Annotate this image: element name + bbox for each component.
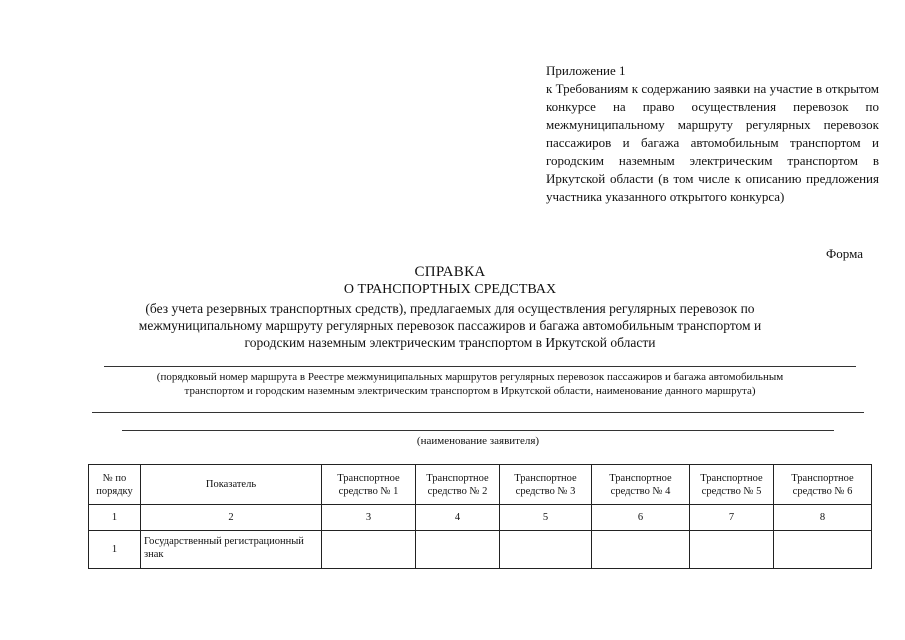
document-description-line-2: межмуниципальному маршруту регулярных перевозок пассажиров и багажа автомобильным транспортом и (138, 318, 762, 333)
route-fill-line-2[interactable] (92, 412, 864, 413)
applicant-caption: (наименование заявителя) (416, 435, 540, 447)
document-subtitle: О ТРАНСПОРТНЫХ СРЕДСТВАХ (343, 282, 557, 297)
column-number-cell: 6 (592, 505, 690, 531)
column-number-cell: 7 (690, 505, 774, 531)
route-caption-line-1: (порядковый номер маршрута в Реестре межмуниципальных маршрутов регулярных перевозок пассажиров и багажа автомобильным (156, 371, 784, 383)
header-cell: Транспортное средство № 4 (592, 465, 690, 505)
document-description-line-1: (без учета резервных транспортных средств), предлагаемых для осуществления регулярных перевозок по (145, 301, 755, 316)
vehicle-6-value-cell[interactable] (774, 531, 872, 569)
header-cell: № по порядку (89, 465, 141, 505)
table-number-row (89, 505, 872, 531)
header-cell: Показатель (141, 465, 322, 505)
row-number-cell: 1 (89, 531, 141, 569)
indicator-cell: Государственный регистрационный знак (141, 531, 322, 569)
table-header-row (89, 465, 872, 505)
document-title-block (80, 264, 820, 351)
vehicles-table (88, 464, 872, 569)
column-number-cell: 4 (416, 505, 500, 531)
header-cell: Транспортное средство № 6 (774, 465, 872, 505)
column-number-cell: 3 (322, 505, 416, 531)
document-title: СПРАВКА (414, 264, 486, 280)
column-number-cell: 2 (141, 505, 322, 531)
column-number-cell: 8 (774, 505, 872, 531)
applicant-fill-line[interactable] (122, 430, 834, 431)
vehicle-4-value-cell[interactable] (592, 531, 690, 569)
table-row (89, 531, 872, 569)
vehicle-1-value-cell[interactable] (322, 531, 416, 569)
header-cell: Транспортное средство № 5 (690, 465, 774, 505)
route-fill-line[interactable] (104, 366, 856, 367)
vehicle-5-value-cell[interactable] (690, 531, 774, 569)
vehicle-3-value-cell[interactable] (500, 531, 592, 569)
column-number-cell: 1 (89, 505, 141, 531)
column-number-cell: 5 (500, 505, 592, 531)
route-caption (60, 370, 880, 398)
header-cell: Транспортное средство № 3 (500, 465, 592, 505)
appendix-block (546, 62, 879, 206)
appendix-title: Приложение 1 (546, 63, 626, 78)
route-caption-line-2: транспортом и городским наземным электрическим транспортом в Иркутской области, наименование данного маршрута) (184, 385, 756, 397)
appendix-description: к Требованиям к содержанию заявки на участие в открытом конкурсе на право осуществления перевозок по межмуниципальному маршруту регулярных перевозок пассажиров и багажа автомобильным транспортом и городским наземным электрическим транспортом в Иркутской области (в том числе к описанию предложения участника указанного открытого конкурса) (546, 81, 879, 204)
document-description-line-3: городским наземным электрическим транспортом в Иркутской области (244, 335, 656, 350)
header-cell: Транспортное средство № 2 (416, 465, 500, 505)
form-label: Форма (826, 246, 863, 261)
vehicle-2-value-cell[interactable] (416, 531, 500, 569)
header-cell: Транспортное средство № 1 (322, 465, 416, 505)
